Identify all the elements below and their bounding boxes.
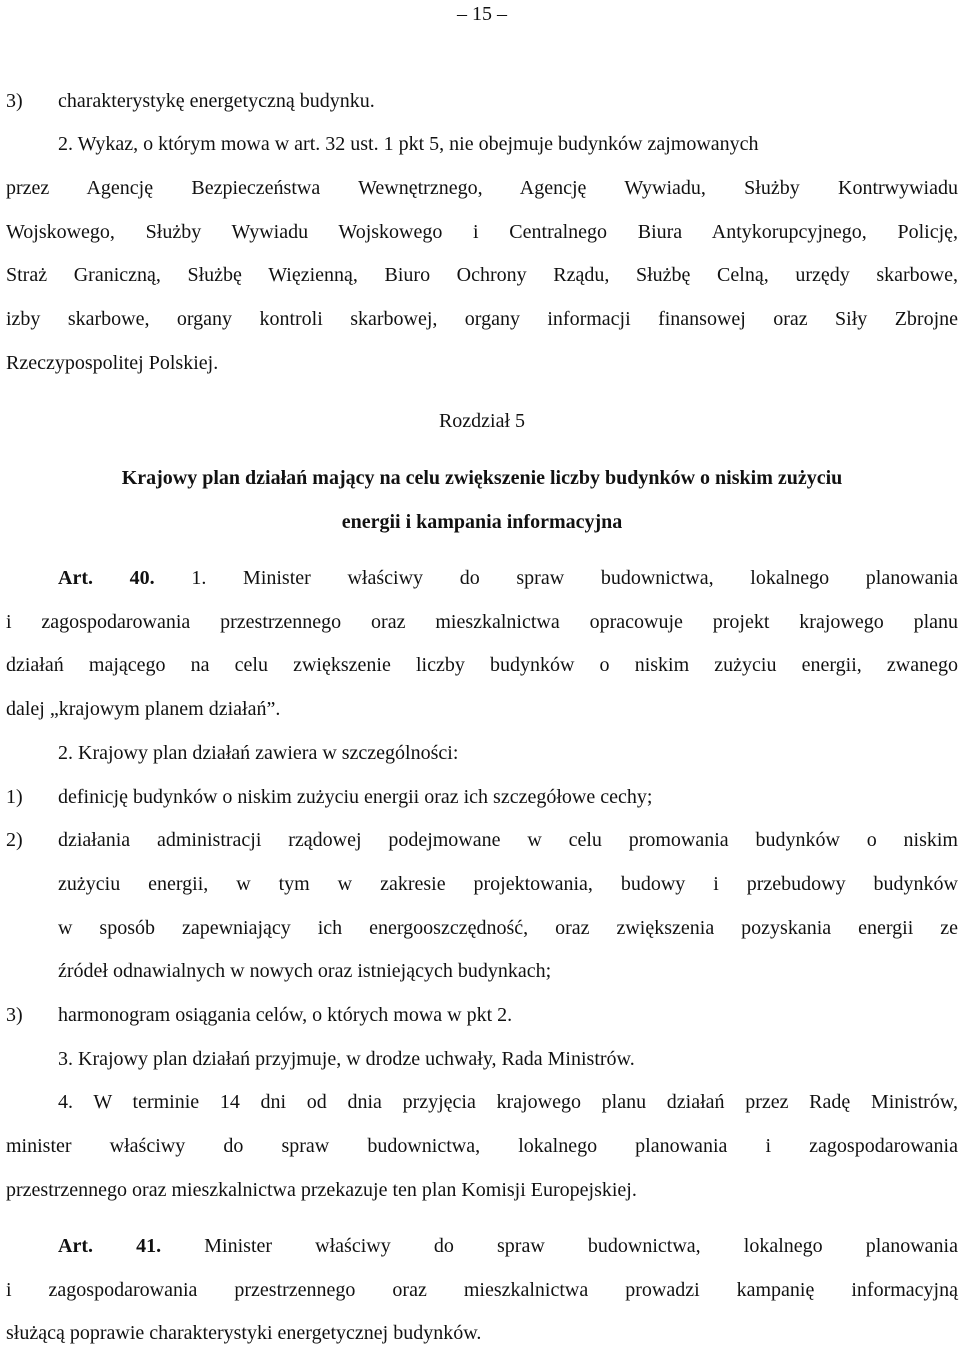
paragraph-line: izby skarbowe, organy kontroli skarbowej, organy informacji finansowej oraz Siły Zbrojne xyxy=(6,308,958,330)
paragraph-line: 4. W terminie 14 dni od dnia przyjęcia krajowego planu działań przez Radę Ministrów, xyxy=(58,1091,958,1113)
paragraph-line: 2. Wykaz, o którym mowa w art. 32 ust. 1 pkt 5, nie obejmuje budynków zajmowanych xyxy=(58,133,759,155)
list-item-text: zużyciu energii, w tym w zakresie projektowania, budowy i przebudowy budynków xyxy=(58,873,958,895)
paragraph-line: Rzeczypospolitej Polskiej. xyxy=(6,352,219,374)
paragraph-line: minister właściwy do spraw budownictwa, lokalnego planowania i zagospodarowania xyxy=(6,1135,958,1157)
paragraph-line: przestrzennego oraz mieszkalnictwa przekazuje ten plan Komisji Europejskiej. xyxy=(6,1179,637,1201)
list-item xyxy=(6,784,958,810)
list-item-number: 3) xyxy=(6,90,23,112)
list-item-text: charakterystykę energetyczną budynku. xyxy=(58,90,375,112)
list-item-text: harmonogram osiągania celów, o których mowa w pkt 2. xyxy=(58,1004,513,1026)
chapter-title: Krajowy plan działań mający na celu zwiększenie liczby budynków o niskim zużyciu xyxy=(121,467,843,489)
list-item-number: 1) xyxy=(6,786,23,808)
list-item xyxy=(6,1002,958,1028)
list-item-text: definicję budynków o niskim zużyciu energii oraz ich szczegółowe cechy; xyxy=(58,786,653,808)
paragraph-line: i zagospodarowania przestrzennego oraz mieszkalnictwa prowadzi kampanię informacyjną xyxy=(6,1279,958,1301)
paragraph-line: dalej „krajowym planem działań”. xyxy=(6,698,281,720)
paragraph-line: i zagospodarowania przestrzennego oraz mieszkalnictwa opracowuje projekt krajowego planu xyxy=(6,611,958,633)
list-item xyxy=(6,88,958,114)
article-41-line xyxy=(58,1233,958,1259)
paragraph-line: Straż Graniczną, Służbę Więzienną, Biuro Ochrony Rządu, Służbę Celną, urzędy skarbowe, xyxy=(6,264,958,286)
article-40-line xyxy=(58,565,958,591)
article-text: 1. Minister właściwy do spraw budownictwa, lokalnego planowania xyxy=(154,567,958,589)
article-label: Art. 41. xyxy=(58,1235,162,1257)
list-item-text: źródeł odnawialnych w nowych oraz istniejących budynkach; xyxy=(58,960,552,982)
paragraph-line: 2. Krajowy plan działań zawiera w szczególności: xyxy=(58,742,459,764)
list-item-text: w sposób zapewniający ich energooszczędność, oraz zwiększenia pozyskania energii ze xyxy=(58,917,958,939)
paragraph-line: przez Agencję Bezpieczeństwa Wewnętrznego, Agencję Wywiadu, Służby Kontrwywiadu xyxy=(6,177,958,199)
chapter-heading: Rozdział 5 xyxy=(438,410,526,432)
paragraph-line: służącą poprawie charakterystyki energetycznej budynków. xyxy=(6,1322,482,1344)
chapter-title: energii i kampania informacyjna xyxy=(341,511,623,533)
paragraph-line: działań mającego na celu zwiększenie liczby budynków o niskim zużyciu energii, zwanego xyxy=(6,654,958,676)
paragraph-line: 3. Krajowy plan działań przyjmuje, w drodze uchwały, Rada Ministrów. xyxy=(58,1048,635,1070)
article-text: Minister właściwy do spraw budownictwa, lokalnego planowania xyxy=(161,1235,958,1257)
list-item-text: działania administracji rządowej podejmowane w celu promowania budynków o niskim xyxy=(58,829,958,851)
article-label: Art. 40. xyxy=(58,567,155,589)
page-number: – 15 – xyxy=(457,3,507,25)
paragraph-line: Wojskowego, Służby Wywiadu Wojskowego i Centralnego Biura Antykorupcyjnego, Policję, xyxy=(6,221,958,243)
list-item-number: 3) xyxy=(6,1004,23,1026)
list-item-number: 2) xyxy=(6,829,23,851)
